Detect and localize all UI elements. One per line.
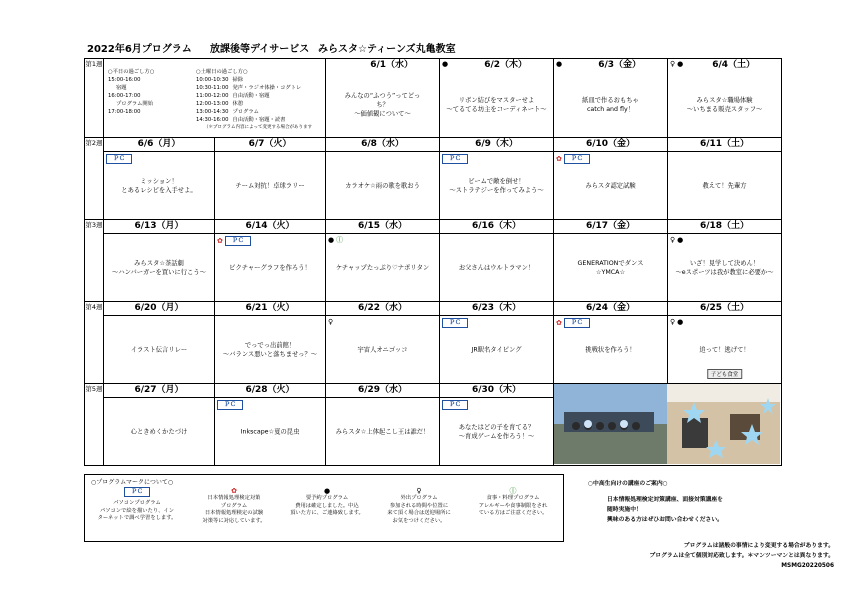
day-body xyxy=(215,152,326,220)
program-line: ～いちまる販売スタッフ～ xyxy=(686,105,763,113)
kids-cafeteria-badge: 子ども食堂 xyxy=(707,369,743,379)
course-line: 日本情報処理検定対策講座、面接対策講座を xyxy=(607,497,723,503)
footer-code: MSMG20220506 xyxy=(781,563,834,569)
program-line: catch and fly！ xyxy=(586,105,635,113)
date-label: 6/29（水） xyxy=(357,385,408,395)
pc-mark: ＰＣ xyxy=(442,318,468,328)
program-line: 追って！逃げて！ xyxy=(699,346,750,353)
day-date xyxy=(668,138,782,152)
day-body xyxy=(104,316,215,384)
cooking-icon: Ⓘ xyxy=(336,236,344,244)
program-title xyxy=(440,177,553,195)
program-line: 宇宙人オニゴッコ xyxy=(357,346,408,353)
service-name: 放課後等デイサービス xyxy=(210,44,310,55)
program-marks xyxy=(442,400,468,410)
school-name: みらスタ☆ティーンズ丸亀教室 xyxy=(318,44,456,55)
day-body xyxy=(326,316,440,384)
food-icon: ● xyxy=(328,236,335,244)
program-title xyxy=(554,345,667,354)
date-label: 6/15（水） xyxy=(357,221,408,231)
day-body xyxy=(440,152,554,220)
day-body xyxy=(326,152,440,220)
legend-item-line: ている方はご注意ください。 xyxy=(478,510,548,516)
program-line: ピクチャーグラフを作ろう！ xyxy=(229,264,311,271)
day-date xyxy=(104,302,215,316)
weekday-line: 16:00-17:00 xyxy=(108,93,141,99)
pc-mark: ＰＣ xyxy=(217,400,243,410)
program-title xyxy=(668,345,781,354)
legend-item-title: パソコンプログラム xyxy=(113,500,161,506)
legend-item-line: パソコンで絵を描いたり、イン xyxy=(99,507,175,514)
program-title xyxy=(326,345,439,354)
schedule-note: （＊プログラム内容によって変更する場合があります xyxy=(204,125,312,130)
date-label: 6/30（木） xyxy=(471,385,522,395)
legend-item-line: 参加される時間や位置に xyxy=(389,502,449,509)
pc-mark: ＰＣ xyxy=(442,154,468,164)
program-title xyxy=(215,427,325,436)
legend-item-title: 食事・料理プログラム xyxy=(486,495,540,501)
day-date xyxy=(326,384,440,398)
program-title xyxy=(215,341,325,359)
day-date xyxy=(215,220,326,234)
date-label: 6/9（木） xyxy=(475,139,518,149)
day-cell xyxy=(440,59,554,138)
saturday-time: 11:00-12:00 xyxy=(196,93,229,99)
day-body xyxy=(326,234,440,302)
program-title xyxy=(668,96,781,114)
date-label: 6/1（水） xyxy=(370,60,413,70)
program-line: ～価値観について～ xyxy=(354,110,411,117)
day-body xyxy=(668,316,782,384)
program-marks xyxy=(670,318,683,326)
pc-mark: ＰＣ xyxy=(564,318,590,328)
day-body xyxy=(440,316,554,384)
program-line: あなたはどの子を育てる？ xyxy=(458,423,535,431)
weekday-line: 宿題 xyxy=(116,85,127,91)
program-title xyxy=(554,259,667,277)
program-title xyxy=(326,181,439,190)
schedule-cell xyxy=(104,59,326,138)
cert-icon: ✿ xyxy=(556,155,562,163)
date-label: 6/16（木） xyxy=(471,221,522,231)
date-label: 6/20（月） xyxy=(134,303,184,313)
outing-icon: ♀ xyxy=(416,487,422,495)
saturday-time: 14:30-16:00 xyxy=(196,117,229,123)
day-date xyxy=(554,302,668,316)
outing-icon: ♀ xyxy=(670,236,676,244)
program-title xyxy=(326,427,439,436)
program-line: ～eスポーツは我が教室に必要か～ xyxy=(675,268,774,276)
legend-cert xyxy=(189,487,279,525)
day-body-area xyxy=(326,72,439,137)
day-date xyxy=(104,220,215,234)
date-label: 6/2（木） xyxy=(484,60,527,70)
program-marks xyxy=(556,318,590,328)
legend-item-line: 費用は確定しました。中込 xyxy=(295,502,359,509)
date-label: 6/10（金） xyxy=(585,139,636,149)
program-marks xyxy=(556,154,590,164)
legend-item-line: プログラム xyxy=(220,502,248,509)
saturday-title: ○土曜日の過ごし方○ xyxy=(196,69,248,75)
legend-item-title: 日本情報処理検定対策 xyxy=(207,495,261,501)
date-label: 6/27（月） xyxy=(134,385,184,395)
page-title: 2022年6月プログラム xyxy=(87,44,192,55)
day-body xyxy=(326,398,440,466)
day-date xyxy=(215,384,326,398)
footer-line: プログラムは諸般の事情により変更する場合があります。 xyxy=(683,543,834,549)
saturday-item: 自由活動・宿題 xyxy=(232,93,270,99)
day-date xyxy=(215,302,326,316)
program-line: ～ハンバーガーを買いに行こう～ xyxy=(112,268,206,276)
day-date xyxy=(440,220,554,234)
saturday-time: 12:00-13:00 xyxy=(196,101,229,107)
program-title xyxy=(440,345,553,354)
saturday-item: 自由活動・宿題・読書 xyxy=(232,117,286,123)
date-label: 6/11（土） xyxy=(699,139,750,149)
program-line: JR駅名タイピング xyxy=(471,346,522,353)
program-title xyxy=(326,91,439,118)
day-date xyxy=(440,302,554,316)
date-label: 6/28（火） xyxy=(245,385,295,395)
program-title xyxy=(104,345,214,354)
course-line: 随時実施中！ xyxy=(607,507,642,513)
saturday-item: 掃除 xyxy=(232,77,244,83)
outing-icon: ♀ xyxy=(328,318,334,326)
week-label: 第2週 xyxy=(85,138,104,220)
date-label: 6/13（月） xyxy=(134,221,184,231)
program-title xyxy=(326,263,439,272)
date-label: 6/7（火） xyxy=(248,139,292,149)
date-label: 6/17（金） xyxy=(585,221,636,231)
legend-item-line: お気をつけください。 xyxy=(392,517,446,524)
day-body xyxy=(440,398,554,466)
legend-item-line: ターネットで調べ学習をします。 xyxy=(97,515,177,521)
day-date xyxy=(104,138,215,152)
program-line: みらスタ☆上体起こし王は誰だ！ xyxy=(335,428,430,435)
day-date xyxy=(554,220,668,234)
legend-item-title: 外出プログラム xyxy=(400,495,438,501)
day-date xyxy=(326,138,440,152)
legend-box xyxy=(84,474,564,542)
program-title xyxy=(440,423,553,441)
weekday-title: ○平日の過ごし方○ xyxy=(108,69,155,75)
program-line: カラオケ☆雨の歌を歌おう xyxy=(345,182,420,189)
day-date xyxy=(668,220,782,234)
program-line: ビームで敵を倒せ！ xyxy=(468,177,525,185)
food-icon: ● xyxy=(677,60,684,68)
photo-cell xyxy=(554,384,782,466)
day-date xyxy=(668,302,782,316)
activity-photos xyxy=(554,384,780,464)
course-title: ○中高生向けの講座のご案内○ xyxy=(588,481,668,487)
program-line: ミッション！ xyxy=(140,177,178,185)
legend-item-line: 頂いた方に、ご連絡致します。 xyxy=(290,510,364,516)
day-date xyxy=(215,138,326,152)
food-icon: ● xyxy=(442,60,449,68)
program-line: 紙皿で作るおもちゃ xyxy=(582,96,639,104)
day-body xyxy=(668,234,782,302)
date-label: 6/22（水） xyxy=(357,303,408,313)
program-marks xyxy=(670,60,683,68)
date-label: 6/6（月） xyxy=(137,139,181,149)
program-marks xyxy=(442,60,448,68)
day-cell xyxy=(326,59,440,138)
program-line: でっでっ出前館！ xyxy=(244,341,296,349)
date-label: 6/3（金） xyxy=(598,60,641,70)
day-date xyxy=(554,138,668,152)
program-line: チーム対抗！卓球ラリー xyxy=(235,182,305,189)
day-body xyxy=(554,234,668,302)
saturday-time: 13:00-14:30 xyxy=(196,109,229,115)
cooking-icon: Ⓘ xyxy=(509,487,517,495)
program-line: イラスト伝言リレー xyxy=(130,346,188,353)
program-line: とあるレシピを入手せよ。 xyxy=(121,186,197,194)
legend-item-line: 来て頂く場合は送迎場所に xyxy=(387,510,451,516)
saturday-time: 10:00-10:30 xyxy=(196,77,229,83)
day-body xyxy=(104,234,215,302)
program-title xyxy=(440,263,553,272)
pc-mark: ＰＣ xyxy=(564,154,590,164)
program-line: ～育成ゲームを作ろう！～ xyxy=(458,432,535,440)
program-marks xyxy=(106,154,132,164)
program-marks xyxy=(328,318,333,326)
program-title xyxy=(104,259,214,277)
program-line: Inkscape☆夏の昆虫 xyxy=(240,428,300,435)
program-title xyxy=(215,181,325,190)
program-title xyxy=(104,427,214,436)
program-line: ち？ xyxy=(376,101,389,108)
day-body xyxy=(554,316,668,384)
legend-item-title: 要予約プログラム xyxy=(305,495,349,501)
program-marks xyxy=(556,60,562,68)
day-cell xyxy=(668,59,782,138)
program-line: ケチャップたっぷり♡ナポリタン xyxy=(335,264,430,271)
day-date xyxy=(440,138,554,152)
date-label: 6/4（土） xyxy=(712,60,755,70)
food-icon: ● xyxy=(677,318,684,326)
course-line: 興味のある方はぜひお問い合わせください。 xyxy=(607,517,723,523)
day-date xyxy=(326,220,440,234)
cert-icon: ✿ xyxy=(556,319,562,327)
program-title xyxy=(440,96,553,114)
program-line: みらスタ☆職場体験 xyxy=(696,96,753,104)
day-date xyxy=(440,384,554,398)
weekday-line: 17:00-18:00 xyxy=(108,109,141,115)
program-title xyxy=(668,259,781,277)
weekday-line: プログラム開始 xyxy=(116,101,154,107)
program-line: 教えて！先輩方 xyxy=(702,182,747,189)
pc-mark: ＰＣ xyxy=(442,400,468,410)
date-label: 6/18（土） xyxy=(699,221,750,231)
footer-line: プログラムは全て個別対応致します。＊マンツーマンとは異なります。 xyxy=(649,553,834,559)
program-title xyxy=(215,263,325,272)
date-label: 6/25（土） xyxy=(699,303,750,313)
program-title xyxy=(104,177,214,195)
program-line: みらスタ☆茶話劇 xyxy=(134,259,184,267)
legend-title: ○プログラムマークについて○ xyxy=(91,479,174,486)
calendar-table xyxy=(84,58,782,466)
saturday-time: 10:30-11:00 xyxy=(196,85,229,91)
legend-outing xyxy=(375,487,463,525)
legend-item-line: 対策等に対応しています。 xyxy=(202,517,266,524)
cert-icon: ✿ xyxy=(217,237,223,245)
program-title xyxy=(554,96,667,114)
program-marks xyxy=(217,236,251,246)
day-cell xyxy=(554,59,668,138)
saturday-item: 発声・ラジオ体操・コグトレ xyxy=(232,85,302,91)
legend-reserve xyxy=(283,487,371,518)
program-marks xyxy=(217,400,243,410)
date-label: 6/23（木） xyxy=(471,303,522,313)
weekday-line: 15:00-16:00 xyxy=(108,77,141,83)
program-title xyxy=(554,181,667,190)
program-line: ～てるてる坊主をコーディネート～ xyxy=(446,105,547,113)
program-line: みんなの“ふつう”ってどっ xyxy=(344,92,421,99)
day-date xyxy=(104,384,215,398)
program-line: お父さんはウルトラマン！ xyxy=(458,264,535,271)
program-line: みらスタ認定試験 xyxy=(585,182,636,189)
week-label: 第5週 xyxy=(85,384,104,466)
program-line: リボン結びをマスターせよ xyxy=(458,96,535,104)
day-body xyxy=(215,316,326,384)
program-line: ～バランス悪いと落ちませっ？～ xyxy=(222,350,318,358)
program-line: ～ストラテジーを作ってみよう～ xyxy=(449,186,544,194)
program-line: 心ときめくかたづけ xyxy=(130,428,188,435)
outing-icon: ♀ xyxy=(670,60,676,68)
cert-icon: ✿ xyxy=(231,487,237,495)
week-label: 第4週 xyxy=(85,302,104,384)
date-label: 6/14（火） xyxy=(245,221,295,231)
pc-mark: ＰＣ xyxy=(106,154,132,164)
legend-pc xyxy=(89,487,185,523)
saturday-item: プログラム xyxy=(232,109,259,115)
pc-mark: ＰＣ xyxy=(225,236,251,246)
week-label: 第3週 xyxy=(85,220,104,302)
program-marks xyxy=(442,154,468,164)
date-label: 6/8（水） xyxy=(361,139,404,149)
program-marks xyxy=(670,236,683,244)
day-body xyxy=(668,152,782,220)
program-line: 挑戦状を作ろう！ xyxy=(585,346,636,353)
day-date xyxy=(326,302,440,316)
legend-item-line: 日本情報処理検定の試験 xyxy=(204,510,264,516)
date-label: 6/21（火） xyxy=(245,303,295,313)
day-body xyxy=(554,152,668,220)
pc-mark: ＰＣ xyxy=(124,487,150,497)
week-label: 第1週 xyxy=(85,59,104,138)
food-icon: ● xyxy=(556,60,563,68)
program-marks xyxy=(442,318,468,328)
day-body xyxy=(215,398,326,466)
day-body xyxy=(104,398,215,466)
legend-item-line: アレルギーや食事制限をされ xyxy=(478,502,548,509)
program-marks xyxy=(328,236,343,244)
food-icon: ● xyxy=(677,236,684,244)
legend-cooking xyxy=(467,487,559,518)
day-body xyxy=(440,234,554,302)
day-body xyxy=(215,234,326,302)
date-label: 6/24（金） xyxy=(585,303,636,313)
food-icon: ● xyxy=(323,487,331,495)
program-title xyxy=(668,181,781,190)
program-line: いざ！見学して決めん！ xyxy=(689,259,760,267)
program-line: GENERATIONでダンス xyxy=(577,259,644,267)
saturday-item: 休憩 xyxy=(232,101,244,107)
day-body xyxy=(104,152,215,220)
outing-icon: ♀ xyxy=(670,318,676,326)
program-line: ☆YMCA☆ xyxy=(595,268,626,276)
